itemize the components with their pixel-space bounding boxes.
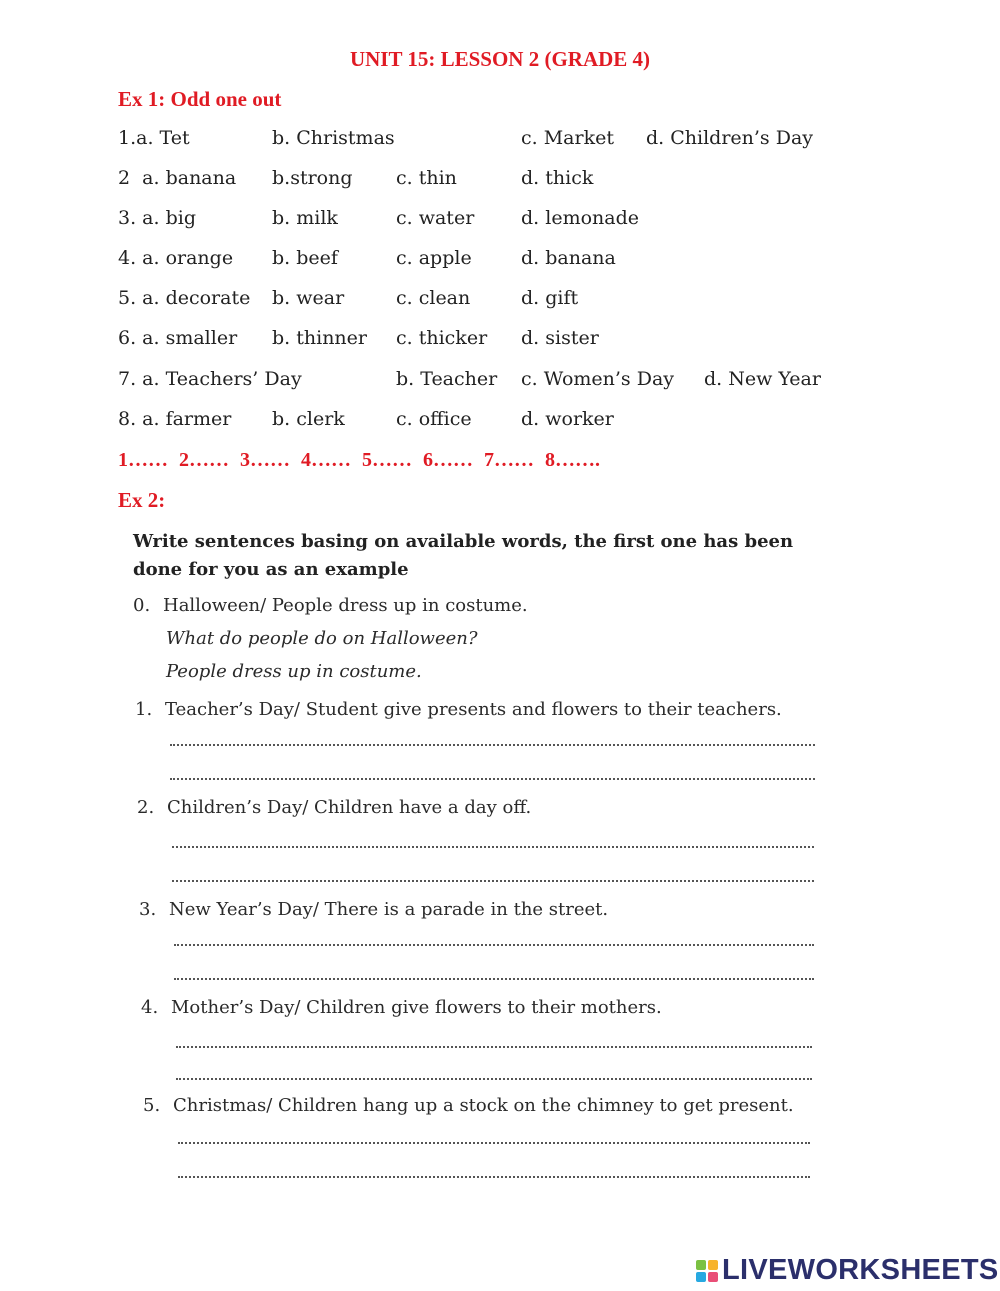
row1-a: 1.a. Tet	[118, 127, 190, 149]
row8-a: 8. a. farmer	[118, 408, 232, 430]
example-question: What do people do on Halloween?	[166, 628, 478, 649]
answer-blank-7[interactable]: 7……	[484, 449, 534, 471]
row5-b: b. wear	[272, 287, 345, 309]
row2-a: 2 a. banana	[118, 167, 237, 189]
answer-line-2b[interactable]	[172, 858, 814, 884]
item-prompt: Mother’s Day/ Children give flowers to their mothers.	[171, 997, 662, 1018]
item-number: 3.	[139, 899, 157, 920]
answer-blank-1[interactable]: 1……	[118, 449, 168, 471]
row6-a: 6. a. smaller	[118, 327, 238, 349]
row8-b: b. clerk	[272, 408, 345, 430]
answer-blank-8[interactable]: 8…….	[545, 449, 600, 471]
answer-line-5a[interactable]	[178, 1120, 810, 1146]
ex1-heading: Ex 1: Odd one out	[118, 87, 282, 111]
answer-blank-3[interactable]: 3……	[240, 449, 290, 471]
example-number: 0.	[133, 595, 151, 616]
row8-d: d. worker	[521, 408, 614, 430]
row5-a: 5. a. decorate	[118, 287, 251, 309]
answer-blank-5[interactable]: 5……	[362, 449, 412, 471]
answer-line-1a[interactable]	[170, 722, 815, 748]
row6-d: d. sister	[521, 327, 599, 349]
row3-d: d. lemonade	[521, 207, 639, 229]
answer-line-3a[interactable]	[174, 922, 814, 948]
liveworksheets-logo	[696, 1254, 999, 1287]
answer-blank-2[interactable]: 2……	[179, 449, 229, 471]
item-prompt: New Year’s Day/ There is a parade in the street.	[169, 899, 609, 920]
item-number: 4.	[141, 997, 159, 1018]
row7-b: b. Teacher	[396, 368, 498, 390]
row7-c: c. Women’s Day	[521, 368, 675, 390]
row1-d: d. Children’s Day	[646, 127, 814, 149]
row6-b: b. thinner	[272, 327, 367, 349]
row3-a: 3. a. big	[118, 207, 196, 229]
row2-d: d. thick	[521, 167, 594, 189]
logo-square	[708, 1260, 718, 1270]
ex2-heading: Ex 2:	[118, 488, 166, 512]
answer-line-3b[interactable]	[174, 956, 814, 982]
row4-b: b. beef	[272, 247, 338, 269]
answer-line-4b[interactable]	[176, 1056, 812, 1082]
row3-b: b. milk	[272, 207, 338, 229]
row4-d: d. banana	[521, 247, 616, 269]
example-answer: People dress up in costume.	[166, 661, 422, 682]
answer-line-4a[interactable]	[176, 1024, 812, 1050]
ex2-instruction: Write sentences basing on available words, the first one has been done for you as an example	[133, 531, 794, 580]
item-prompt: Teacher’s Day/ Student give presents and flowers to their teachers.	[165, 699, 782, 720]
logo-text: LIVEWORKSHEETS	[722, 1254, 999, 1286]
answer-line-5b[interactable]	[178, 1154, 810, 1180]
answer-blank-4[interactable]: 4……	[301, 449, 351, 471]
item-number: 1.	[135, 699, 153, 720]
ex2-item-2	[137, 797, 531, 818]
item-number: 5.	[143, 1095, 161, 1116]
answer-line-1b[interactable]	[170, 756, 815, 782]
ex1-answer-blanks	[118, 449, 606, 472]
logo-grid-icon	[696, 1260, 718, 1282]
ex2-item-3	[139, 899, 608, 920]
row5-c: c. clean	[396, 287, 471, 309]
answer-blank-6[interactable]: 6……	[423, 449, 473, 471]
logo-square	[708, 1272, 718, 1282]
example-item	[133, 595, 528, 616]
row6-c: c. thicker	[396, 327, 488, 349]
row2-c: c. thin	[396, 167, 457, 189]
answer-line-2a[interactable]	[172, 824, 814, 850]
row5-d: d. gift	[521, 287, 579, 309]
item-prompt: Christmas/ Children hang up a stock on the chimney to get present.	[173, 1095, 794, 1116]
example-prompt: Halloween/ People dress up in costume.	[163, 595, 528, 616]
row8-c: c. office	[396, 408, 472, 430]
logo-square	[696, 1272, 706, 1282]
item-prompt: Children’s Day/ Children have a day off.	[167, 797, 532, 818]
worksheet-title: UNIT 15: LESSON 2 (GRADE 4)	[349, 47, 651, 71]
row7-d: d. New Year	[704, 368, 821, 390]
ex2-item-1	[135, 699, 782, 720]
item-number: 2.	[137, 797, 155, 818]
logo-square	[696, 1260, 706, 1270]
row3-c: c. water	[396, 207, 475, 229]
ex2-item-4	[141, 997, 662, 1018]
row4-a: 4. a. orange	[118, 247, 234, 269]
row4-c: c. apple	[396, 247, 472, 269]
row1-b: b. Christmas	[272, 127, 395, 149]
ex2-item-5	[143, 1095, 794, 1116]
row1-c: c. Market	[521, 127, 614, 149]
row2-b: b.strong	[272, 167, 353, 189]
row7-a: 7. a. Teachers’ Day	[118, 368, 302, 390]
